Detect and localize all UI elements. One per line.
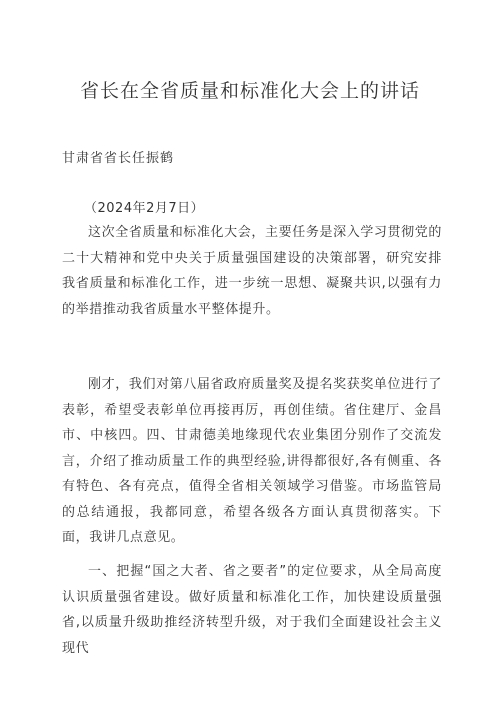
- document-author: 甘肃省省长任振鹤: [62, 151, 175, 166]
- document-title: 省长在全省质量和标准化大会上的讲话: [79, 80, 420, 102]
- paragraph-section-one: 一、把握“国之大者、省之要者”的定位要求，从全局高度认识质量强省建设。做好质量和标准化工作，加快建设质量强省,以质量升级助推经济转型升级，对于我们全面建设社会主义现代: [62, 564, 442, 656]
- paragraph-commendation: 刚才，我们对第八届省政府质量奖及提名奖获奖单位进行了表彰，希望受表彰单位再接再厉，再创佳绩。省住建厅、金昌市、中核四。四、甘肃德美地缘现代农业集团分别作了交流发言，介绍了推动质量工作的典型经验,讲得都很好,各有侧重、各有特色、各有亮点，值得全省相关领域学习借鉴。市场监管局的总结通报，我都同意，希望各级各方面认真贯彻落实。下面，我讲几点意见。: [62, 377, 442, 545]
- paragraph-intro: 这次全省质量和标准化大会，主要任务是深入学习贯彻党的二十大精神和党中央关于质量强国建设的决策部署，研究安排我省质量和标准化工作，进一步统一思想、凝聚共识,以强有力的举措推动我省质量水平整体提升。: [62, 225, 442, 317]
- document-date: （2024年2月7日）: [84, 201, 205, 216]
